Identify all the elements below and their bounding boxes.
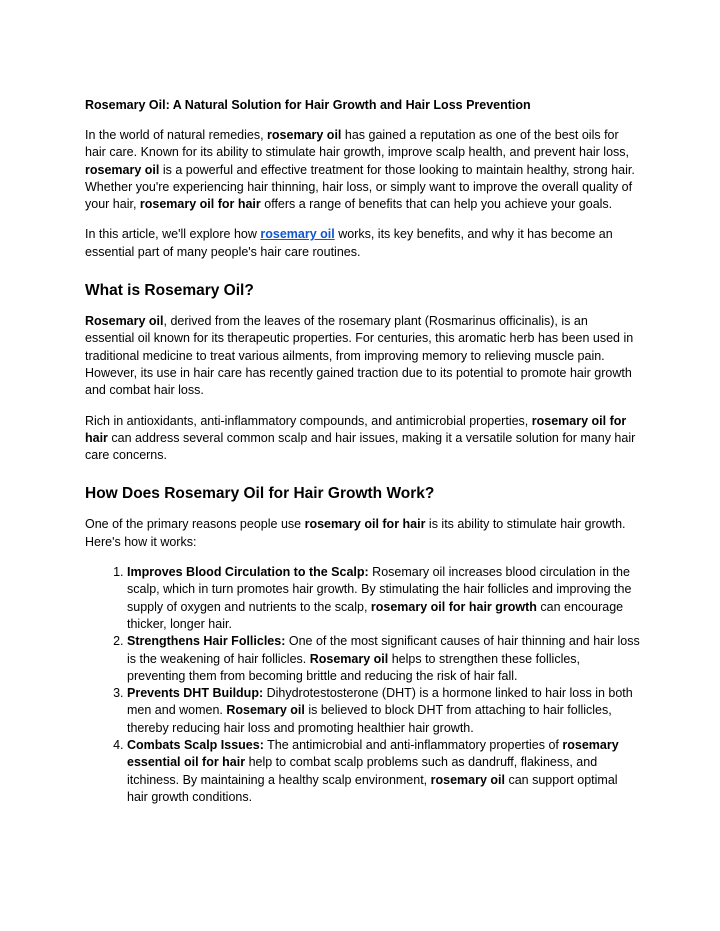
keyword-bold: Rosemary oil — [226, 703, 305, 718]
document-page — [85, 96, 640, 806]
text-run: help to combat scalp problems such as dandruff, flakiness, and itchiness. By maintaining a healthy scalp environment, — [127, 755, 598, 787]
section1-paragraph-2 — [85, 413, 640, 465]
document-title: Rosemary Oil: A Natural Solution for Hair Growth and Hair Loss Prevention — [85, 98, 531, 112]
text-run: is its ability to stimulate hair growth. Here's how it works: — [85, 517, 626, 549]
text-run: One of the most significant causes of hair thinning and hair loss is the weakening of hair follicles. — [127, 634, 640, 666]
keyword-bold: rosemary oil — [430, 772, 505, 787]
intro-paragraph-1 — [85, 127, 640, 213]
text-run: works, its key benefits, and why it has become an essential part of many people's hair care routines. — [85, 227, 613, 259]
text-run: helps to strengthen these follicles, preventing them from becoming brittle and reducing the risk of hair fall. — [127, 651, 581, 683]
text-run: , derived from the leaves of the rosemary plant (Rosmarinus officinalis), is an essential oil known for its therapeutic properties. For centuries, this aromatic herb has been used in traditional medicine to treat various ailments, from improving memory to relieving muscle pain. However, its use in hair care has recently gained traction due to its potential to promote hair growth and combat hair loss. — [85, 314, 634, 398]
keyword-bold: rosemary oil — [267, 128, 342, 142]
text-run: can address several common scalp and hair issues, making it a versatile solution for many hair care concerns. — [85, 430, 636, 463]
keyword-bold: rosemary oil for hair growth — [370, 599, 537, 614]
section-heading-how-it-works: How Does Rosemary Oil for Hair Growth Work? — [85, 485, 435, 503]
rosemary-oil-link[interactable]: rosemary oil — [260, 227, 335, 242]
keyword-bold: rosemary oil for hair — [304, 517, 426, 532]
section1-paragraph-1 — [85, 313, 640, 399]
text-run: is believed to block DHT from attaching to hair follicles, thereby reducing hair loss and promoting healthier hair growth. — [127, 703, 612, 735]
text-run: offers a range of benefits that can help you achieve your goals. — [260, 197, 613, 212]
list-item — [127, 633, 640, 685]
list-item-title: Improves Blood Circulation to the Scalp: — [127, 565, 369, 580]
list-item-title: Combats Scalp Issues: — [127, 738, 264, 753]
keyword-bold: rosemary oil for hair — [85, 413, 627, 445]
keyword-bold: Rosemary oil — [309, 651, 389, 666]
list-item-title: Prevents DHT Buildup: — [127, 686, 264, 701]
text-run: can support optimal hair growth conditions. — [127, 772, 618, 804]
section-heading-what-is: What is Rosemary Oil? — [85, 282, 254, 300]
text-run: can encourage thicker, longer hair. — [127, 599, 624, 631]
text-run: The antimicrobial and anti-inflammatory properties of — [263, 738, 563, 753]
text-run: Rosemary oil increases blood circulation in the scalp, which in turn promotes hair growth. By stimulating the hair follicles and improving the supply of oxygen and nutrients to the scalp, — [127, 565, 632, 614]
text-run: Rich in antioxidants, anti-inflammatory compounds, and antimicrobial properties, — [85, 413, 532, 428]
list-item — [127, 685, 640, 737]
keyword-bold: Rosemary oil — [85, 314, 164, 329]
keyword-bold: rosemary essential oil for hair — [127, 738, 619, 770]
section2-paragraph-1 — [85, 516, 640, 551]
list-item — [127, 564, 640, 633]
keyword-bold: rosemary oil for hair — [139, 197, 261, 212]
list-item-title: Strengthens Hair Follicles: — [127, 634, 286, 649]
intro-paragraph-2 — [85, 226, 640, 261]
text-run: In the world of natural remedies, — [85, 128, 268, 142]
text-run: In this article, we'll explore how — [85, 227, 261, 242]
keyword-bold: rosemary oil — [85, 162, 160, 177]
text-run: has gained a reputation as one of the best oils for hair care. Known for its ability to stimulate hair growth, improve scalp health, and prevent hair loss, — [85, 128, 630, 160]
text-run: One of the primary reasons people use — [85, 517, 305, 532]
text-run: Dihydrotestosterone (DHT) is a hormone linked to hair loss in both men and women. — [127, 686, 633, 718]
list-item — [127, 737, 640, 806]
text-run: is a powerful and effective treatment for those looking to maintain healthy, strong hair. Whether you're experiencing hair thinning, hair loss, or simply want to improve the overall quality of your hair, — [85, 162, 635, 212]
benefits-list — [85, 564, 640, 806]
